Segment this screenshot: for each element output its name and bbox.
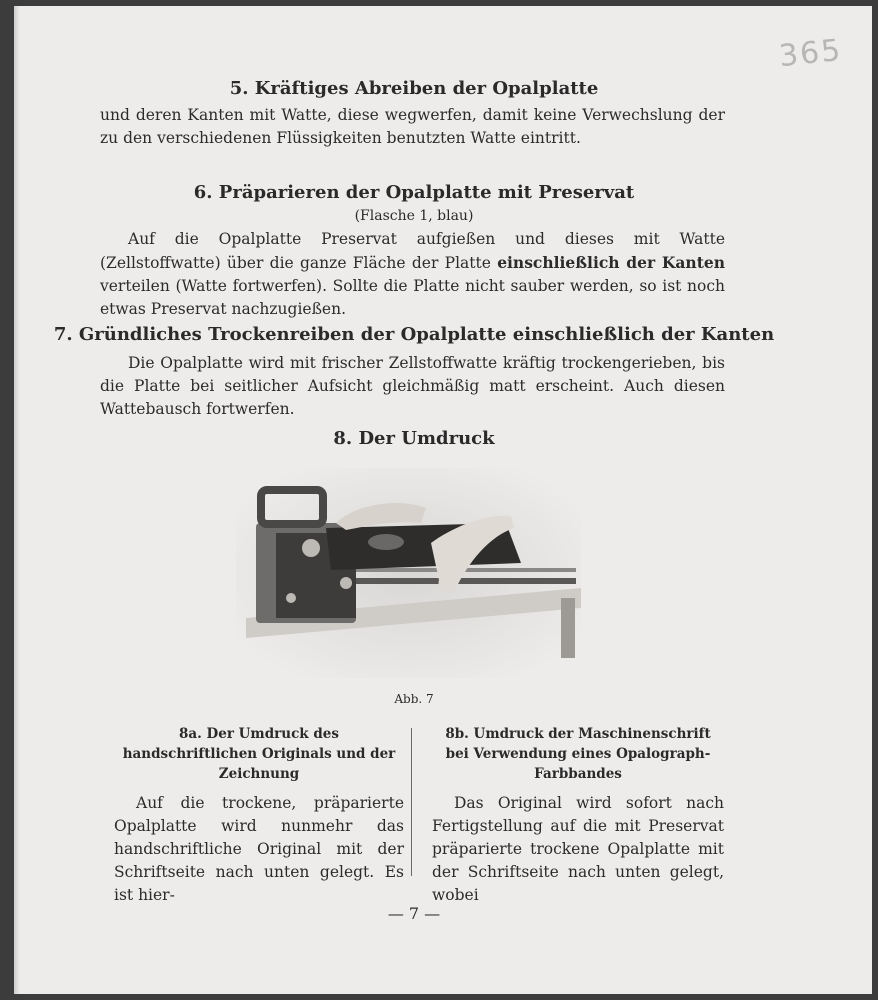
section-7-text: Die Opalplatte wird mit frischer Zellstoffwatte kräftig trockengerieben, bis die Platte bei seitlicher Aufsicht gleichmäßig matt erscheint. Auch diesen Wattebausch fortwerfen.	[100, 354, 725, 418]
section-5-text: und deren Kanten mit Watte, diese wegwerfen, damit keine Verwechslung der zu den verschiedenen Flüssigkeiten benutzten Watte eintritt.	[100, 106, 725, 147]
section-5-heading: 5. Kräftiges Abreiben der Opalplatte	[229, 78, 599, 99]
figure-caption: Abb. 7	[394, 692, 434, 706]
section-6-subheading: (Flasche 1, blau)	[354, 208, 474, 224]
section-8a-text: Auf die trockene, präparierte Opalplatte wird nunmehr das handschriftliche Original mit der Schriftseite nach unten gelegt. Es ist hier-	[114, 794, 404, 904]
section-6-text-a: Auf die Opalplatte Preservat aufgießen und dieses mit Watte (Zellstoffwatte) über die ganze Fläche der Platte	[100, 230, 725, 272]
section-6-text	[100, 228, 725, 321]
section-8b-text: Das Original wird sofort nach Fertigstellung auf die mit Preservat präparierte trockene Opalplatte mit der Schriftseite nach unten gelegt, wobei	[432, 794, 724, 904]
section-8a-heading: 8a. Der Umdruck des handschriftlichen Originals und der Zeichnung	[122, 726, 396, 782]
column-divider	[411, 728, 412, 876]
section-6-text-b: verteilen (Watte fortwerfen). Sollte die Platte nicht sauber werden, so ist noch etwas Preservat nachzugießen.	[100, 277, 725, 318]
column-8b	[432, 724, 724, 907]
section-7-heading: 7. Gründliches Trockenreiben der Opalplatte einschließlich der Kanten	[53, 324, 775, 345]
document-page	[14, 6, 872, 994]
page-number: — 7 —	[387, 904, 441, 923]
page-spine	[14, 6, 20, 994]
section-6-heading: 6. Präparieren der Opalplatte mit Preservat	[193, 182, 635, 203]
section-8b-heading: 8b. Umdruck der Maschinenschrift bei Verwendung eines Opalograph-Farbbandes	[445, 726, 711, 782]
section-6-text-bold: einschließlich der Kanten	[497, 253, 725, 272]
section-8-heading: 8. Der Umdruck	[333, 428, 495, 449]
column-8a	[114, 724, 404, 907]
figure-press-illustration	[236, 468, 581, 678]
handwritten-page-number: 365	[777, 32, 844, 75]
